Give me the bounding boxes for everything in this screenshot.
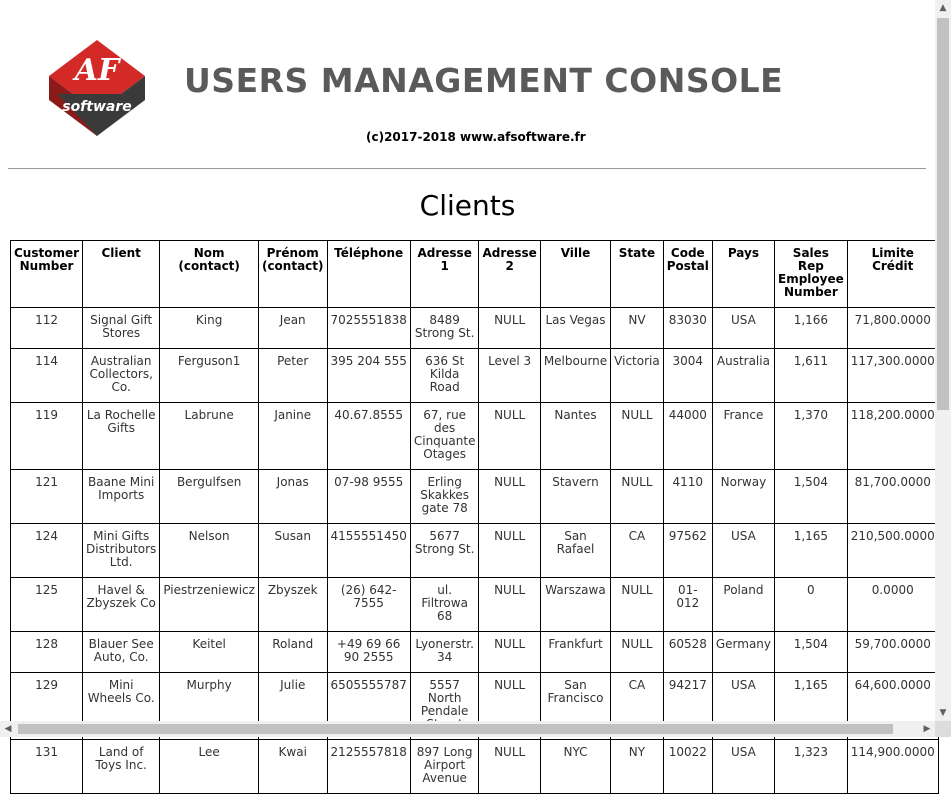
table-cell: Mini Wheels Co. — [83, 673, 160, 740]
table-cell: 8489 Strong St. — [410, 308, 479, 349]
table-cell: 1,165 — [775, 673, 848, 740]
table-cell: NV — [611, 308, 664, 349]
chevron-right-icon[interactable]: ▶ — [923, 724, 931, 734]
column-header: Nom (contact) — [160, 241, 259, 308]
column-header: Prénom (contact) — [258, 241, 327, 308]
table-cell: Nantes — [540, 403, 610, 470]
column-header: Sales Rep Employee Number — [775, 241, 848, 308]
table-cell: Zbyszek — [258, 578, 327, 632]
vertical-scrollbar[interactable] — [935, 0, 951, 721]
table-cell: Jonas — [258, 470, 327, 524]
table-cell: 129 — [11, 673, 83, 740]
table-cell: +49 69 66 90 2555 — [327, 632, 410, 673]
table-cell: USA — [712, 308, 774, 349]
table-cell: La Rochelle Gifts — [83, 403, 160, 470]
table-cell: 1,504 — [775, 632, 848, 673]
table-cell: 1,611 — [775, 349, 848, 403]
table-cell: 131 — [11, 740, 83, 794]
table-cell: NULL — [611, 632, 664, 673]
table-cell: 5677 Strong St. — [410, 524, 479, 578]
af-software-logo — [47, 38, 147, 138]
table-cell: 3004 — [663, 349, 712, 403]
table-cell: NULL — [611, 578, 664, 632]
table-cell: Norway — [712, 470, 774, 524]
table-row — [11, 524, 939, 578]
section-title: Clients — [419, 189, 516, 222]
table-cell: Janine — [258, 403, 327, 470]
table-cell: Lyonerstr. 34 — [410, 632, 479, 673]
header-divider — [8, 168, 926, 169]
table-cell: NULL — [479, 308, 540, 349]
table-cell: Las Vegas — [540, 308, 610, 349]
table-cell: 1,166 — [775, 308, 848, 349]
table-cell: 1,165 — [775, 524, 848, 578]
table-cell: NULL — [611, 470, 664, 524]
column-header: Adresse 1 — [410, 241, 479, 308]
table-cell: Poland — [712, 578, 774, 632]
table-cell: Frankfurt — [540, 632, 610, 673]
table-cell: 897 Long Airport Avenue — [410, 740, 479, 794]
table-cell: Australia — [712, 349, 774, 403]
table-cell: CA — [611, 673, 664, 740]
table-cell: 81,700.0000 — [847, 470, 938, 524]
table-cell: 4110 — [663, 470, 712, 524]
table-cell: CA — [611, 524, 664, 578]
scrollbar-corner — [935, 721, 951, 737]
table-cell: ul. Filtrowa 68 — [410, 578, 479, 632]
table-cell: Australian Collectors, Co. — [83, 349, 160, 403]
table-cell: NY — [611, 740, 664, 794]
table-cell: Peter — [258, 349, 327, 403]
chevron-up-icon[interactable]: ▲ — [939, 3, 947, 13]
table-cell: 6505555787 — [327, 673, 410, 740]
table-cell: USA — [712, 673, 774, 740]
table-cell: 97562 — [663, 524, 712, 578]
table-cell: Murphy — [160, 673, 259, 740]
table-cell: 2125557818 — [327, 740, 410, 794]
vertical-scroll-thumb[interactable] — [937, 18, 949, 410]
table-cell: Melbourne — [540, 349, 610, 403]
table-header-row — [11, 241, 939, 308]
table-cell: NULL — [479, 632, 540, 673]
table-cell: France — [712, 403, 774, 470]
table-cell: Erling Skakkes gate 78 — [410, 470, 479, 524]
table-cell: 112 — [11, 308, 83, 349]
page-header — [0, 0, 935, 170]
table-cell: Ferguson1 — [160, 349, 259, 403]
table-cell: Signal Gift Stores — [83, 308, 160, 349]
table-row — [11, 578, 939, 632]
table-cell: (26) 642-7555 — [327, 578, 410, 632]
table-cell: Julie — [258, 673, 327, 740]
table-cell: 125 — [11, 578, 83, 632]
chevron-left-icon[interactable]: ◀ — [4, 724, 12, 734]
table-cell: 01-012 — [663, 578, 712, 632]
table-cell: 7025551838 — [327, 308, 410, 349]
table-cell: Mini Gifts Distributors Ltd. — [83, 524, 160, 578]
table-cell: 210,500.0000 — [847, 524, 938, 578]
chevron-down-icon[interactable]: ▼ — [939, 708, 947, 718]
table-cell: NULL — [611, 403, 664, 470]
table-cell: Kwai — [258, 740, 327, 794]
table-cell: Germany — [712, 632, 774, 673]
table-cell: 64,600.0000 — [847, 673, 938, 740]
table-cell: 119 — [11, 403, 83, 470]
column-header: Code Postal — [663, 241, 712, 308]
table-cell: 07-98 9555 — [327, 470, 410, 524]
table-cell: San Francisco — [540, 673, 610, 740]
copyright-text: (c)2017-2018 www.afsoftware.fr — [366, 130, 586, 144]
column-header: Ville — [540, 241, 610, 308]
table-cell: 71,800.0000 — [847, 308, 938, 349]
table-row — [11, 403, 939, 470]
table-cell: 0 — [775, 578, 848, 632]
table-cell: Blauer See Auto, Co. — [83, 632, 160, 673]
column-header: Adresse 2 — [479, 241, 540, 308]
table-cell: 44000 — [663, 403, 712, 470]
table-cell: 1,323 — [775, 740, 848, 794]
clients-table — [10, 240, 939, 794]
table-cell: 59,700.0000 — [847, 632, 938, 673]
table-cell: Susan — [258, 524, 327, 578]
table-cell: 94217 — [663, 673, 712, 740]
table-cell: NYC — [540, 740, 610, 794]
table-row — [11, 470, 939, 524]
table-cell: NULL — [479, 673, 540, 740]
table-cell: 0.0000 — [847, 578, 938, 632]
table-cell: Bergulfsen — [160, 470, 259, 524]
table-cell: 40.67.8555 — [327, 403, 410, 470]
table-cell: Jean — [258, 308, 327, 349]
column-header: Téléphone — [327, 241, 410, 308]
horizontal-scroll-thumb[interactable] — [18, 724, 893, 734]
table-cell: Level 3 — [479, 349, 540, 403]
table-cell: Keitel — [160, 632, 259, 673]
table-cell: 636 St Kilda Road — [410, 349, 479, 403]
table-cell: Warszawa — [540, 578, 610, 632]
column-header: Limite Crédit — [847, 241, 938, 308]
logo-letters: AF — [74, 53, 120, 88]
table-cell: 118,200.0000 — [847, 403, 938, 470]
table-cell: 128 — [11, 632, 83, 673]
table-cell: 83030 — [663, 308, 712, 349]
table-cell: 10022 — [663, 740, 712, 794]
column-header: State — [611, 241, 664, 308]
table-cell: 117,300.0000 — [847, 349, 938, 403]
table-cell: 67, rue des Cinquante Otages — [410, 403, 479, 470]
table-cell: 114,900.0000 — [847, 740, 938, 794]
table-cell: King — [160, 308, 259, 349]
table-cell: Nelson — [160, 524, 259, 578]
table-cell: Labrune — [160, 403, 259, 470]
table-cell: NULL — [479, 524, 540, 578]
table-cell: 5557 North Pendale — [410, 673, 479, 740]
table-cell: Stavern — [540, 470, 610, 524]
column-header: Pays — [712, 241, 774, 308]
table-cell: 121 — [11, 470, 83, 524]
column-header: Customer Number — [11, 241, 83, 308]
table-cell: Victoria — [611, 349, 664, 403]
table-cell: NULL — [479, 470, 540, 524]
table-cell: USA — [712, 740, 774, 794]
table-cell: USA — [712, 524, 774, 578]
table-cell: 395 204 555 — [327, 349, 410, 403]
table-cell: 124 — [11, 524, 83, 578]
table-cell: NULL — [479, 740, 540, 794]
page-title: USERS MANAGEMENT CONSOLE — [184, 61, 784, 100]
table-cell: Land of Toys Inc. — [83, 740, 160, 794]
table-cell: Piestrzeniewicz — [160, 578, 259, 632]
table-cell: Havel & Zbyszek Co — [83, 578, 160, 632]
table-cell: 1,504 — [775, 470, 848, 524]
table-cell: Baane Mini Imports — [83, 470, 160, 524]
table-cell: San Rafael — [540, 524, 610, 578]
table-row — [11, 308, 939, 349]
table-row — [11, 740, 939, 794]
table-cell: NULL — [479, 403, 540, 470]
horizontal-scrollbar[interactable] — [0, 721, 935, 737]
table-cell: 60528 — [663, 632, 712, 673]
table-cell: Roland — [258, 632, 327, 673]
table-cell: 4155551450 — [327, 524, 410, 578]
table-cell: 1,370 — [775, 403, 848, 470]
logo-word: software — [62, 99, 132, 115]
table-row — [11, 349, 939, 403]
column-header: Client — [83, 241, 160, 308]
table-cell: 114 — [11, 349, 83, 403]
table-cell: Lee — [160, 740, 259, 794]
table-cell: NULL — [479, 578, 540, 632]
table-row — [11, 632, 939, 673]
